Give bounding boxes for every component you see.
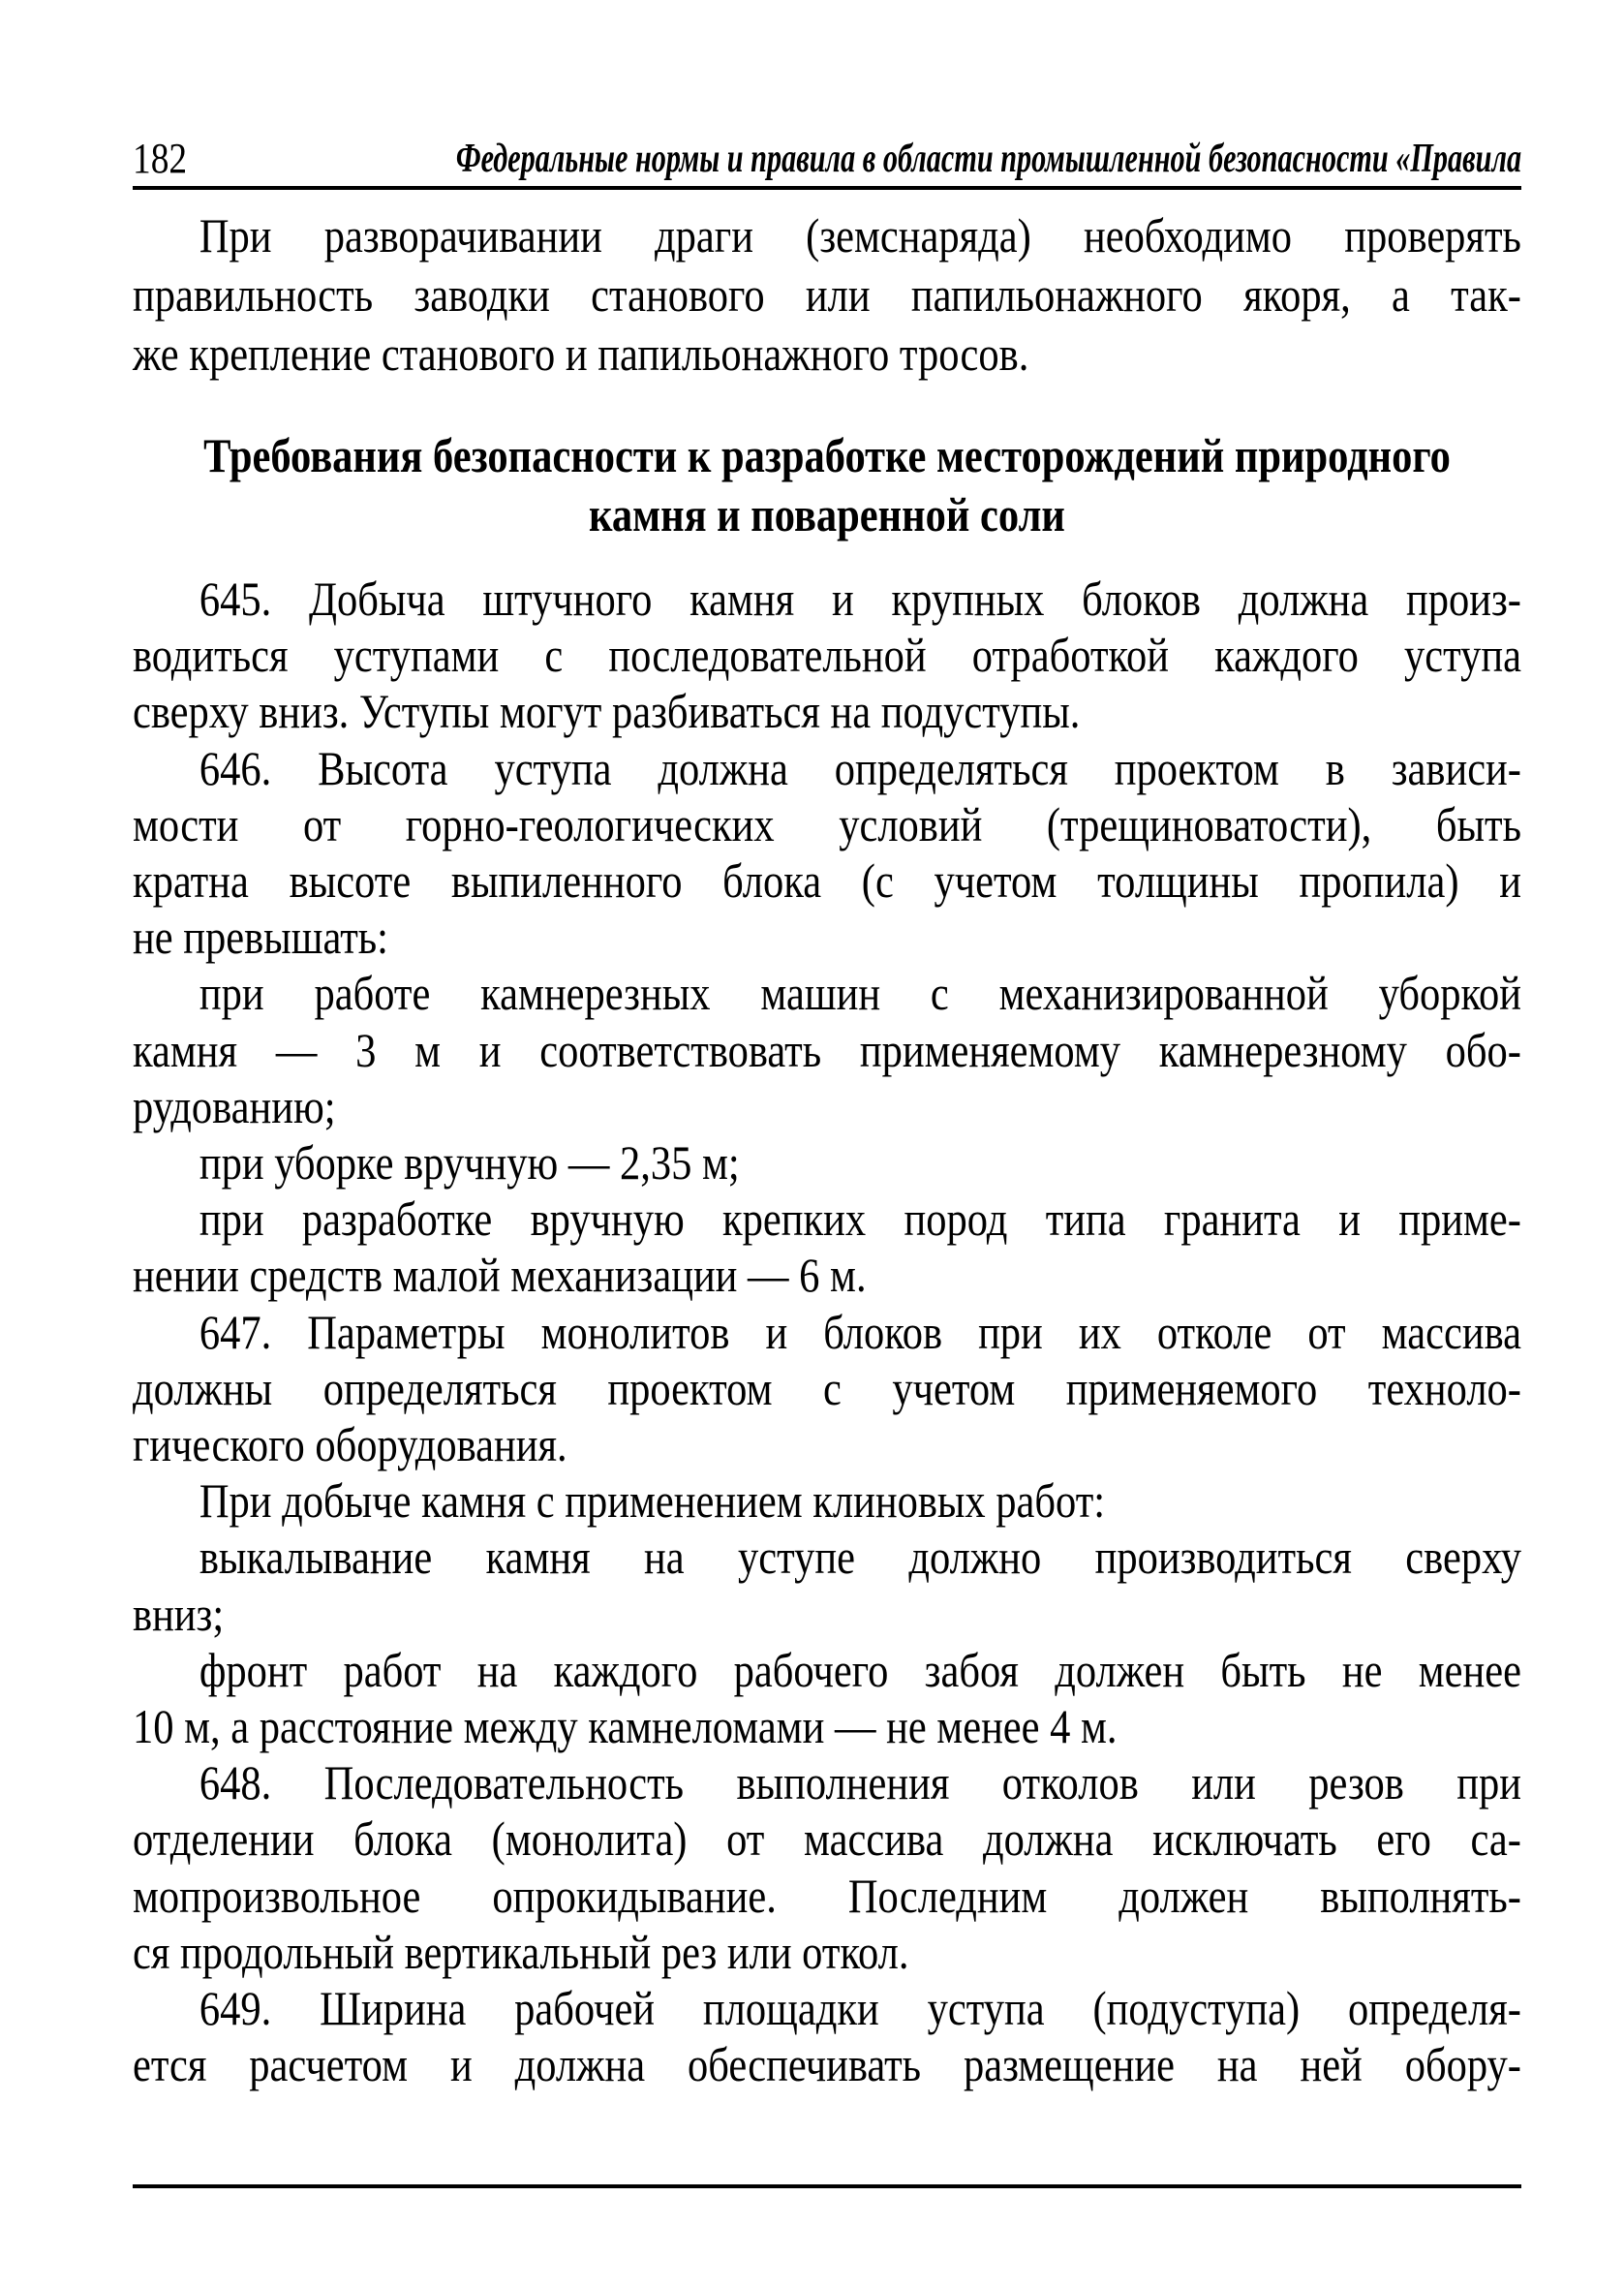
list-item xyxy=(133,1642,1521,1754)
text-line: при работе камнерезных машин с механизированной уборкой xyxy=(199,966,1521,1021)
text-line: отделении блока (монолита) от массива должна исключать его са- xyxy=(133,1811,1521,1867)
text-line: водиться уступами с последовательной отработкой каждого уступа xyxy=(133,628,1521,683)
section-heading xyxy=(133,426,1521,544)
paragraph-649 xyxy=(133,1980,1521,2092)
heading-line: Требования безопасности к разработке месторождений природного xyxy=(203,428,1451,482)
text-line: ется расчетом и должна обеспечивать размещение на ней обору- xyxy=(133,2037,1521,2092)
text-line: вниз; xyxy=(133,1586,225,1641)
text-line: выкалывание камня на уступе должно производиться сверху xyxy=(199,1530,1521,1585)
text-line: мости от горно-геологических условий (трещиноватости), быть xyxy=(133,796,1521,851)
footer-rule xyxy=(133,2184,1521,2188)
text-line: ся продольный вертикальный рез или откол. xyxy=(133,1924,909,1979)
text-line: гического оборудования. xyxy=(133,1417,567,1472)
text-line: правильность заводки станового или папильонажного якоря, а так- xyxy=(133,267,1521,322)
text-line: 10 м, а расстояние между камнеломами — не менее 4 м. xyxy=(133,1699,1118,1754)
list-item xyxy=(133,1191,1521,1303)
list-item xyxy=(133,1529,1521,1641)
text-line: 645. Добыча штучного камня и крупных блоков должна произ- xyxy=(199,572,1521,626)
running-header xyxy=(133,136,1521,182)
text-line: нении средств малой механизации — 6 м. xyxy=(133,1248,867,1303)
text-line: 648. Последовательность выполнения отколов или резов при xyxy=(199,1755,1521,1810)
text-line: 647. Параметры монолитов и блоков при их отколе от массива xyxy=(199,1304,1521,1359)
paragraph-648 xyxy=(133,1754,1521,1980)
body-text xyxy=(133,571,1521,2092)
text-line: фронт работ на каждого рабочего забоя должен быть не менее xyxy=(199,1642,1521,1697)
text-line: камня — 3 м и соответствовать применяемому камнерезному обо- xyxy=(133,1022,1521,1077)
text-line: не превышать: xyxy=(133,910,388,965)
list-item xyxy=(133,1134,1521,1191)
paragraph-647 xyxy=(133,1304,1521,1473)
paragraph-645 xyxy=(133,571,1521,740)
text-line: 646. Высота уступа должна определяться проектом в зависи- xyxy=(199,740,1521,795)
text-line: 649. Ширина рабочей площадки уступа (подуступа) определя- xyxy=(199,1981,1521,2036)
text-line: мопроизвольное опрокидывание. Последним должен выполнять- xyxy=(133,1868,1521,1923)
text-line: При разворачивании драги (земснаряда) необходимо проверять xyxy=(199,208,1521,263)
text-line: при уборке вручную — 2,35 м; xyxy=(199,1135,740,1191)
list-item xyxy=(133,965,1521,1134)
text-line: При добыче камня с применением клиновых работ: xyxy=(199,1473,1106,1529)
text-line: при разработке вручную крепких пород типа гранита и приме- xyxy=(199,1191,1521,1247)
paragraph xyxy=(133,1472,1521,1529)
text-line: рудованию; xyxy=(133,1078,336,1133)
paragraph-646 xyxy=(133,740,1521,966)
text-line: должны определяться проектом с учетом применяемого техноло- xyxy=(133,1360,1521,1415)
text-line: сверху вниз. Уступы могут разбиваться на подуступы. xyxy=(133,684,1081,739)
text-line: кратна высоте выпиленного блока (с учетом толщины пропила) и xyxy=(133,853,1521,909)
header-rule xyxy=(133,186,1521,190)
text-line: же крепление станового и папильонажного тросов. xyxy=(133,326,1029,381)
intro-paragraph xyxy=(133,206,1521,384)
page-number: 182 xyxy=(133,135,188,182)
running-title: Федеральные нормы и правила в области промышленной безопасности «Правила xyxy=(455,137,1521,181)
heading-line: камня и поваренной соли xyxy=(589,487,1065,541)
